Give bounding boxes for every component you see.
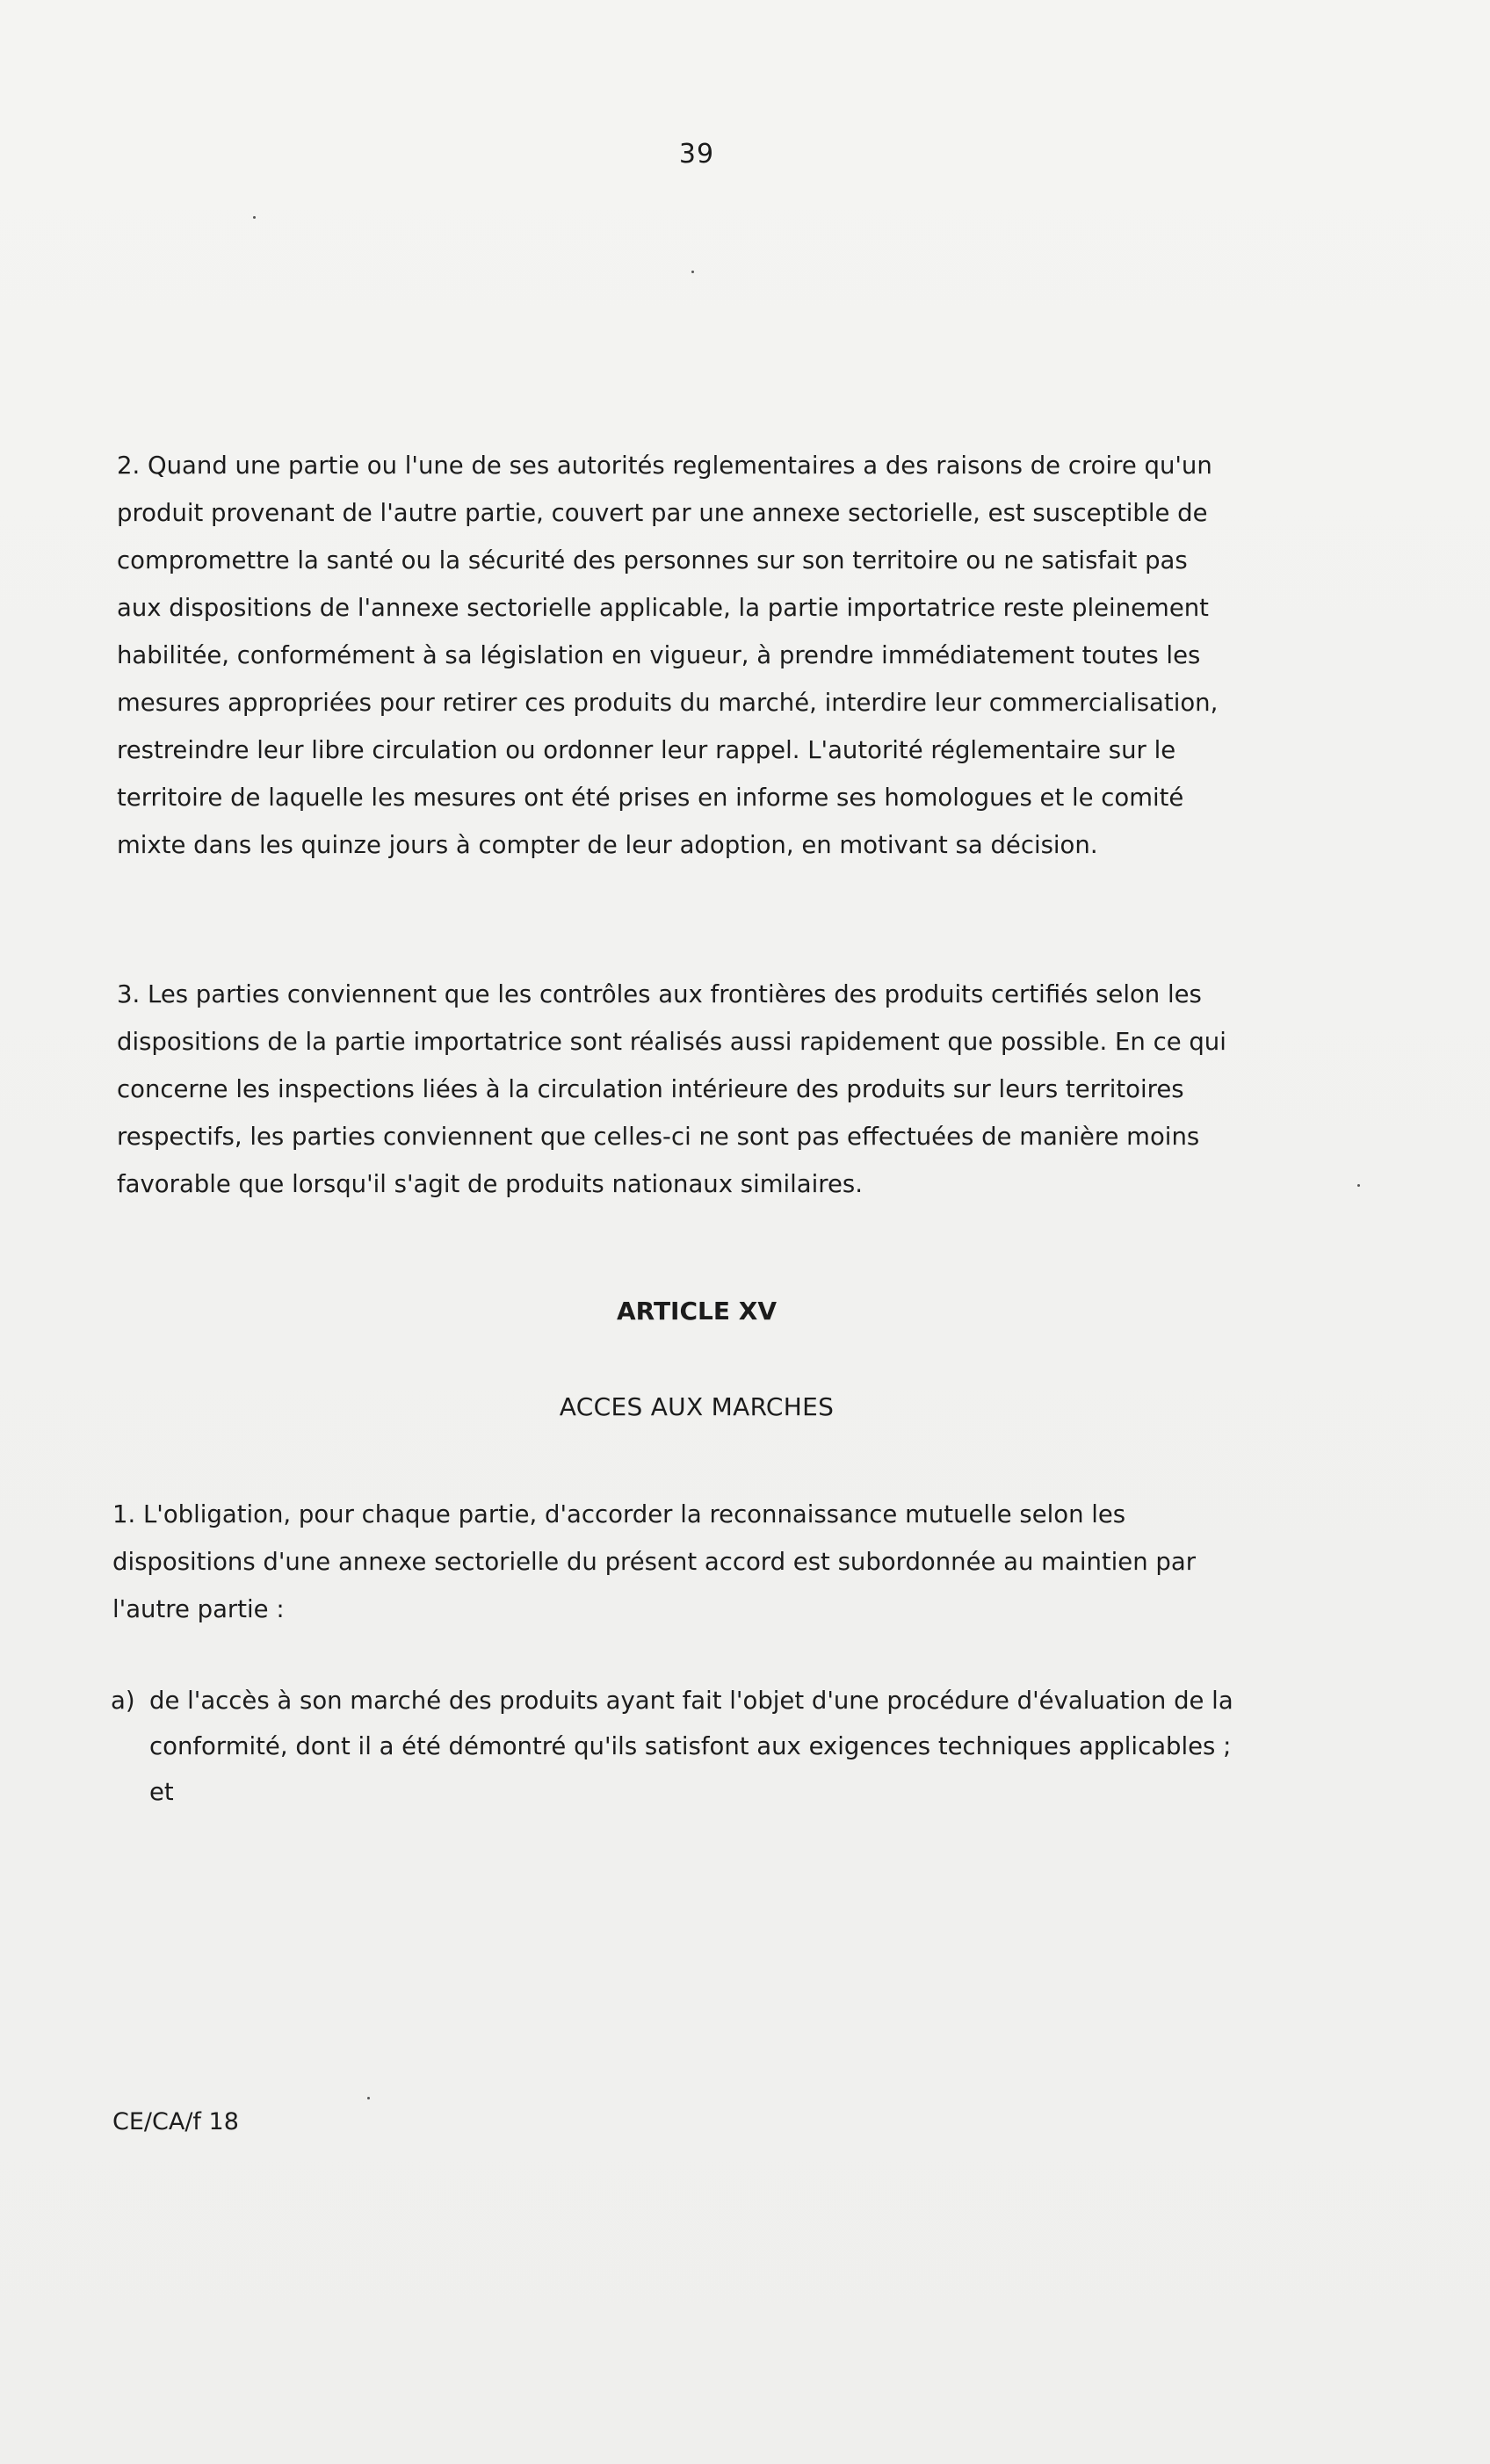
paper-speck [1357, 1184, 1360, 1187]
paper-speck [253, 216, 256, 219]
paper-speck [367, 2097, 370, 2099]
document-reference: CE/CA/f 18 [112, 2108, 239, 2135]
list-item-text: de l'accès à son marché des produits ayant fait l'objet d'une procédure d'évaluation de la conformité, dont il a été démontré qu'ils satisfont aux exigences techniques applicables ; et [149, 1687, 1233, 1806]
paragraph-2: 2. Quand une partie ou l'une de ses autorités reglementaires a des raisons de croire qu'un produit provenant de l'autre partie, couvert par une annexe sectorielle, est susceptible de compromettre la santé ou la sécurité des personnes sur son territoire ou ne satisfait pas aux dispositions de l'annexe sectorielle applicable, la partie importatrice reste pleinement habilitée, conformément à sa législation en vigueur, à prendre immédiatement toutes les mesures appropriées pour retirer ces produits du marché, interdire leur commercialisation, restreindre leur libre circulation ou ordonner leur rappel. L'autorité réglementaire sur le territoire de laquelle les mesures ont été prises en informe ses homologues et le comité mixte dans les quinze jours à compter de leur adoption, en motivant sa décision. [117, 452, 1219, 859]
bleed-through-text [176, 413, 183, 439]
list-item-marker: a) [111, 1687, 135, 1715]
paragraph-1: 1. L'obligation, pour chaque partie, d'accorder la reconnaissance mutuelle selon les dispositions d'une annexe sectorielle du présent accord est subordonnée au maintien par l'autre partie : [112, 1500, 1197, 1623]
paragraph-3: 3. Les parties conviennent que les contrôles aux frontières des produits certifiés selon les dispositions de la partie importatrice sont réalisés aussi rapidement que possible. En ce qui concerne les inspections liées à la circulation intérieure des produits sur leurs territoires respectifs, les parties conviennent que celles-ci ne sont pas effectuées de manière moins favorable que lorsqu'il s'agit de produits nationaux similaires. [117, 980, 1226, 1198]
list-item-a [111, 1678, 1235, 1815]
article-heading: ARTICLE XV [616, 1297, 777, 1326]
paper-speck [691, 271, 694, 273]
section-heading: ACCES AUX MARCHES [559, 1392, 835, 1421]
page-number: 39 [678, 139, 715, 170]
